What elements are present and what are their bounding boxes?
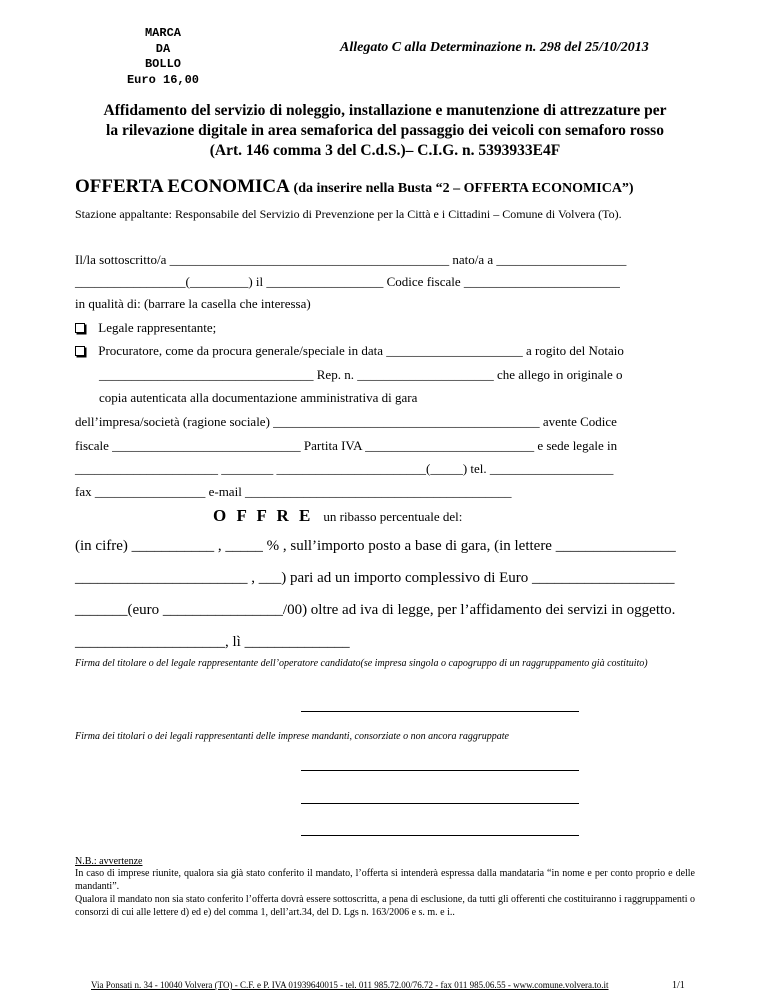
checkbox-icon[interactable]: [75, 346, 85, 356]
form-line-copia: copia autenticata alla documentazione amministrativa di gara: [99, 390, 418, 405]
stamp-line-3: BOLLO: [144, 57, 181, 71]
offre-rest: un ribasso percentuale del:: [323, 509, 463, 524]
form-line-sede[interactable]: ______________________ ________ _______________________(_____) tel. ___________________: [75, 461, 614, 476]
signature-line-mandante-2[interactable]: [301, 803, 579, 804]
stamp-line-4: Euro 16,00: [126, 72, 199, 87]
offre-word: O F F R E: [213, 506, 314, 525]
importo-complessivo[interactable]: _______________________ , ___) pari ad un importo complessivo di Euro ___________________: [75, 570, 675, 586]
offerta-heading: [75, 176, 634, 198]
signature-line-titolare[interactable]: [301, 711, 579, 712]
marca-da-bollo: [108, 26, 218, 88]
form-line-sottoscritto[interactable]: Il/la sottoscritto/a ___________________________________________ nato/a a ____________________: [75, 252, 627, 267]
firma-mandanti-note: Firma dei titolari o dei legali rappresentanti delle imprese mandanti, consorziate o non ancora raggruppate: [75, 731, 509, 742]
signature-line-mandante-3[interactable]: [301, 835, 579, 836]
checkbox-icon[interactable]: [75, 323, 85, 333]
form-line-notaio[interactable]: _________________________________ Rep. n. _____________________ che allego in originale o: [99, 367, 623, 382]
title-line-2: la rilevazione digitale in area semaforica del passaggio dei veicoli con semaforo rosso: [106, 122, 664, 139]
page-number: 1/1: [672, 980, 685, 991]
title-line-3: (Art. 146 comma 3 del C.d.S.)– C.I.G. n. 5393933E4F: [209, 142, 561, 159]
stazione-appaltante: Stazione appaltante: Responsabile del Servizio di Prevenzione per la Città e i Cittadini – Comune di Volvera (To).: [75, 207, 622, 221]
stamp-line-1: MARCA: [144, 26, 181, 40]
firma-titolare-note: Firma del titolare o del legale rappresentante dell’operatore candidato(se impresa singola o capogruppo di un raggruppamento già costituito): [75, 658, 648, 669]
form-line-qualita: in qualità di: (barrare la casella che interessa): [75, 296, 311, 311]
document-title: [60, 101, 710, 161]
footer-address: Via Ponsati n. 34 - 10040 Volvera (TO) - C.F. e P. IVA 01939640015 - tel. 011 985.72.00/76.72 - fax 011 985.06.55 - www.comune.volvera.to.it: [91, 980, 609, 990]
importo-cifre[interactable]: (in cifre) ___________ , _____ % , sull’importo posto a base di gara, (in lettere ________________: [75, 538, 676, 554]
luogo-data[interactable]: ____________________, lì ______________: [75, 634, 350, 650]
form-line-ragione-sociale[interactable]: dell’impresa/società (ragione sociale) _________________________________________ avente Codice: [75, 414, 617, 429]
option-procuratore[interactable]: [75, 343, 624, 359]
option-label: Procuratore, come da procura generale/speciale in data _____________________ a rogito del Notaio: [98, 343, 624, 358]
offerta-main: OFFERTA ECONOMICA: [75, 176, 289, 197]
stamp-line-2: DA: [155, 41, 171, 56]
allegato-header: Allegato C alla Determinazione n. 298 del 25/10/2013: [340, 40, 649, 55]
offerta-sub: (da inserire nella Busta “2 – OFFERTA ECONOMICA”): [293, 181, 634, 196]
signature-line-mandante-1[interactable]: [301, 770, 579, 771]
form-line-nascita[interactable]: _________________(_________) il __________________ Codice fiscale ________________________: [75, 274, 620, 289]
form-line-partita-iva[interactable]: fiscale _____________________________ Partita IVA __________________________ e sede legale in: [75, 438, 618, 453]
title-line-1: Affidamento del servizio di noleggio, installazione e manutenzione di attrezzature per: [103, 102, 667, 119]
nb-paragraph-2: Qualora il mandato non sia stato conferito l’offerta dovrà essere sottoscritta, a pena di esclusione, da tutti gli offerenti che costituiranno i raggruppamenti o consorzi di cui alle lettere d) ed e) del comma 1, dell’art.34, del D. Lgs n. 163/2006 e s. m. e i..: [75, 894, 695, 918]
offre-line: [213, 506, 462, 526]
form-line-fax-email[interactable]: fax _________________ e-mail _________________________________________: [75, 484, 512, 499]
importo-euro[interactable]: _______(euro ________________/00) oltre ad iva di legge, per l’affidamento dei servizi in oggetto.: [75, 602, 676, 618]
option-legale-rappresentante[interactable]: [75, 320, 216, 336]
nb-title: N.B.: avvertenze: [75, 856, 143, 867]
nb-paragraph-1: In caso di imprese riunite, qualora sia già stato conferito il mandato, l’offerta si intenderà espressa dalla mandataria “in nome e per conto proprio e delle mandanti”.: [75, 868, 695, 892]
option-label: Legale rappresentante;: [98, 320, 217, 335]
